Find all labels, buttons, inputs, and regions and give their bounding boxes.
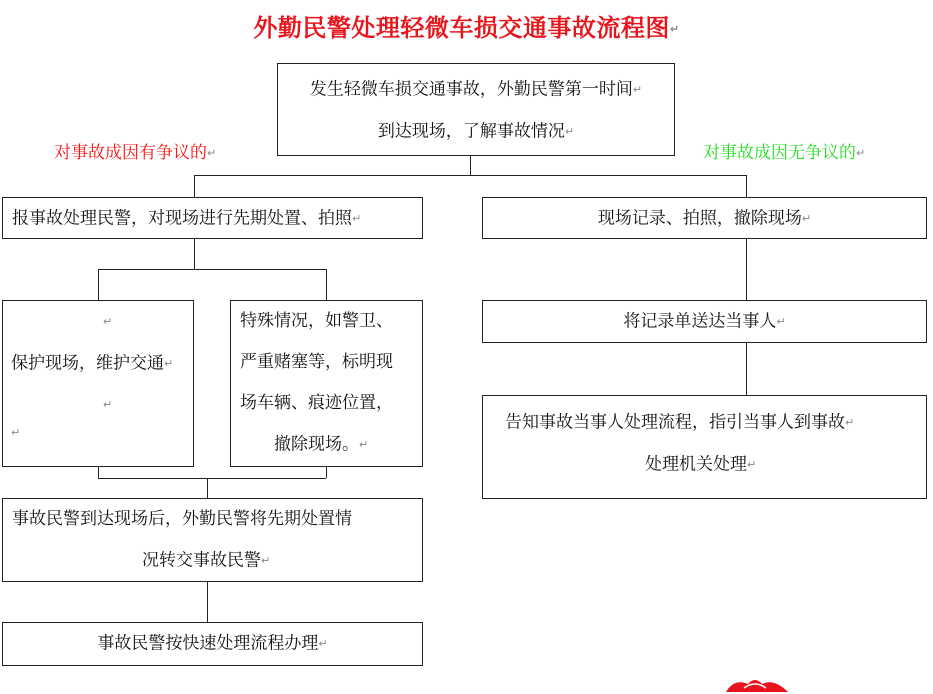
undisputed-label: 对事故成因无争议的↵	[703, 143, 866, 163]
connector-line	[326, 466, 327, 478]
special-box: 特殊情况，如警卫、 严重赌塞等，标明现 场车辆、痕迹位置， 撤除现场。↵	[230, 300, 423, 467]
report-box: 报事故处理民警，对现场进行先期处置、拍照↵	[2, 197, 423, 239]
protect-box: ↵ 保护现场，维护交通↵ ↵ ↵	[2, 300, 194, 467]
record-box: 现场记录、拍照，撤除现场↵	[482, 197, 927, 239]
connector-line	[207, 581, 208, 622]
connector-line	[470, 155, 471, 175]
start-box: 发生轻微车损交通事故，外勤民警第一时间↵ 到达现场，了解事故情况↵	[277, 63, 675, 156]
connector-line	[98, 269, 326, 270]
connector-line	[98, 478, 326, 479]
connector-line	[98, 269, 99, 300]
page-title: 外勤民警处理轻微车损交通事故流程图↵	[253, 14, 680, 42]
connector-line	[98, 466, 99, 478]
connector-line	[194, 175, 195, 197]
connector-line	[194, 238, 195, 269]
handover-box: 事故民警到达现场后，外勤民警将先期处置情 况转交事故民警↵	[2, 498, 423, 582]
deliver-box: 将记录单送达当事人↵	[482, 300, 927, 343]
connector-line	[194, 175, 746, 176]
connector-line	[746, 238, 747, 300]
connector-line	[326, 269, 327, 300]
fast-process-box: 事故民警按快速处理流程办理↵	[2, 622, 423, 666]
inform-box: 告知事故当事人处理流程，指引当事人到事故↵ 处理机关处理↵	[482, 395, 927, 499]
connector-line	[207, 478, 208, 498]
disputed-label: 对事故成因有争议的↵	[54, 143, 217, 163]
connector-line	[746, 175, 747, 197]
connector-line	[746, 342, 747, 395]
ribbon-decoration-icon	[722, 674, 792, 694]
